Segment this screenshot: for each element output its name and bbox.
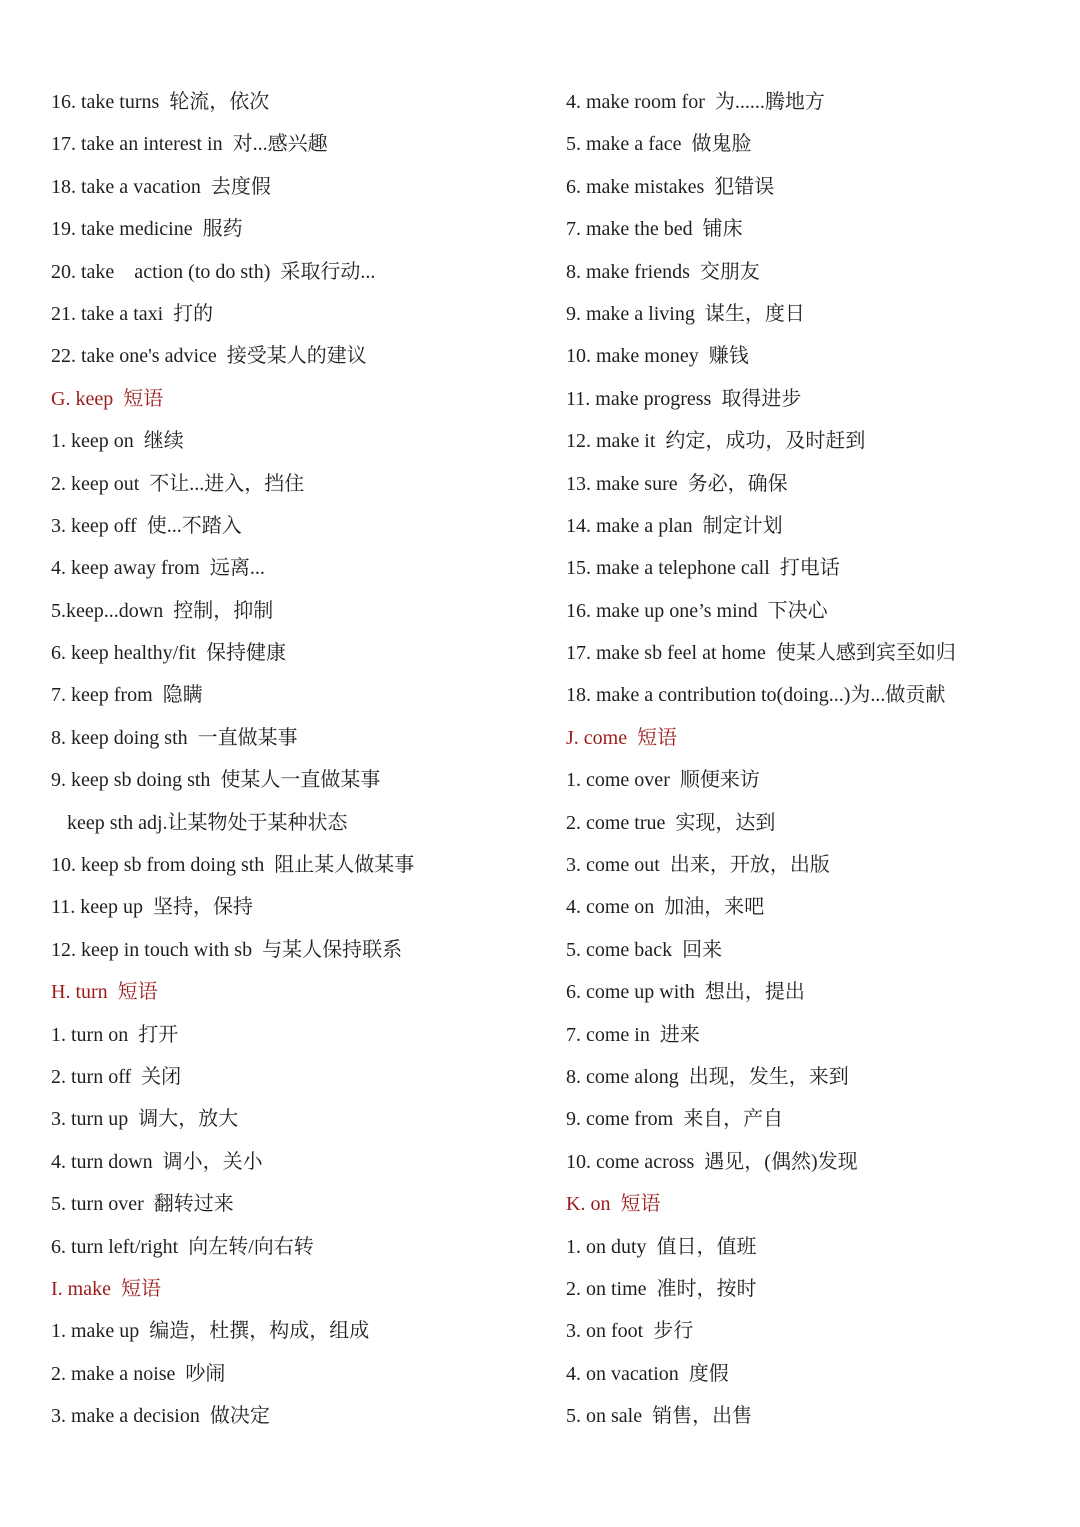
phrase-entry: 9. keep sb doing sth 使某人一直做某事 <box>51 769 381 792</box>
phrase-entry: 1. on duty 值日，值班 <box>566 1235 757 1258</box>
phrase-entry: 5.keep...down 控制，抑制 <box>51 599 274 622</box>
phrase-entry: 5. turn over 翻转过来 <box>51 1193 234 1216</box>
phrase-entry: 1. keep on 继续 <box>51 430 184 453</box>
section-heading: H. turn 短语 <box>51 981 158 1004</box>
phrase-entry: 6. keep healthy/fit 保持健康 <box>51 642 286 665</box>
phrase-entry: 1. come over 顺便来访 <box>566 769 760 792</box>
phrase-entry: 4. come on 加油，来吧 <box>566 896 765 919</box>
phrase-entry: 4. keep away from 远离... <box>51 557 265 580</box>
phrase-entry: 2. make a noise 吵闹 <box>51 1362 226 1385</box>
phrase-entry: 10. make money 赚钱 <box>566 345 749 368</box>
phrase-entry: 16. make up one’s mind 下决心 <box>566 599 828 622</box>
phrase-entry: 15. make a telephone call 打电话 <box>566 557 840 580</box>
phrase-entry: 2. turn off 关闭 <box>51 1065 182 1088</box>
phrase-entry: 13. make sure 务必，确保 <box>566 472 788 495</box>
phrase-entry: 11. keep up 坚持，保持 <box>51 896 254 919</box>
phrase-entry: 5. come back 回来 <box>566 938 723 961</box>
phrase-entry: 11. make progress 取得进步 <box>566 387 802 410</box>
phrase-entry: 8. come along 出现，发生，来到 <box>566 1065 849 1088</box>
phrase-entry: 1. make up 编造，杜撰，构成，组成 <box>51 1320 370 1343</box>
phrase-entry: 9. make a living 谋生，度日 <box>566 302 805 325</box>
phrase-entry: 3. make a decision 做决定 <box>51 1405 270 1428</box>
phrase-entry: 2. on time 准时，按时 <box>566 1277 757 1300</box>
section-heading: I. make 短语 <box>51 1277 161 1300</box>
phrase-entry: 17. take an interest in 对...感兴趣 <box>51 133 328 156</box>
phrase-entry: 16. take turns 轮流，依次 <box>51 91 270 113</box>
phrase-entry: 10. come across 遇见，(偶然)发现 <box>566 1150 858 1173</box>
phrase-entry: 12. keep in touch with sb 与某人保持联系 <box>51 938 403 961</box>
phrase-entry: 7. make the bed 铺床 <box>566 218 743 241</box>
phrase-entry: 3. come out 出来，开放，出版 <box>566 854 830 877</box>
phrase-entry: 3. on foot 步行 <box>566 1320 694 1343</box>
phrase-entry: 2. keep out 不让...进入，挡住 <box>51 472 305 495</box>
phrase-entry: 8. keep doing sth 一直做某事 <box>51 726 298 749</box>
phrase-entry: 17. make sb feel at home 使某人感到宾至如归 <box>566 642 956 665</box>
phrase-entry: 21. take a taxi 打的 <box>51 302 214 325</box>
phrase-entry: 14. make a plan 制定计划 <box>566 514 783 537</box>
phrase-entry: 18. make a contribution to(doing...)为...做贡献 <box>566 684 946 707</box>
phrase-entry: 10. keep sb from doing sth 阻止某人做某事 <box>51 854 415 877</box>
section-heading: J. come 短语 <box>566 726 678 749</box>
phrase-entry: 1. turn on 打开 <box>51 1023 179 1046</box>
phrase-entry: 9. come from 来自，产自 <box>566 1108 784 1131</box>
left-column <box>51 81 551 1438</box>
phrase-entry: 5. make a face 做鬼脸 <box>566 133 752 156</box>
phrase-entry: 4. make room for 为......腾地方 <box>566 91 825 113</box>
phrase-entry: 19. take medicine 服药 <box>51 218 243 241</box>
phrase-entry: 3. keep off 使...不踏入 <box>51 514 242 537</box>
phrase-entry: 12. make it 约定，成功，及时赶到 <box>566 430 866 453</box>
phrase-entry: 4. on vacation 度假 <box>566 1362 729 1385</box>
right-column <box>566 81 1066 1438</box>
phrase-entry: 8. make friends 交朋友 <box>566 260 760 283</box>
phrase-entry: 6. make mistakes 犯错误 <box>566 175 775 198</box>
phrase-entry: 7. keep from 隐瞒 <box>51 684 203 707</box>
phrase-entry: 6. come up with 想出，提出 <box>566 981 805 1004</box>
section-heading: K. on 短语 <box>566 1193 661 1216</box>
phrase-entry: 3. turn up 调大，放大 <box>51 1108 239 1131</box>
section-heading: G. keep 短语 <box>51 387 164 410</box>
phrase-entry: keep sth adj.让某物处于某种状态 <box>67 811 348 834</box>
phrase-entry: 4. turn down 调小，关小 <box>51 1150 263 1173</box>
phrase-entry: 20. take action (to do sth) 采取行动... <box>51 260 376 283</box>
phrase-entry: 7. come in 进来 <box>566 1023 700 1046</box>
phrase-entry: 5. on sale 销售，出售 <box>566 1405 753 1428</box>
phrase-entry: 6. turn left/right 向左转/向右转 <box>51 1235 314 1258</box>
phrase-entry: 22. take one's advice 接受某人的建议 <box>51 345 367 368</box>
phrase-entry: 2. come true 实现，达到 <box>566 811 776 834</box>
phrase-entry: 18. take a vacation 去度假 <box>51 175 271 198</box>
